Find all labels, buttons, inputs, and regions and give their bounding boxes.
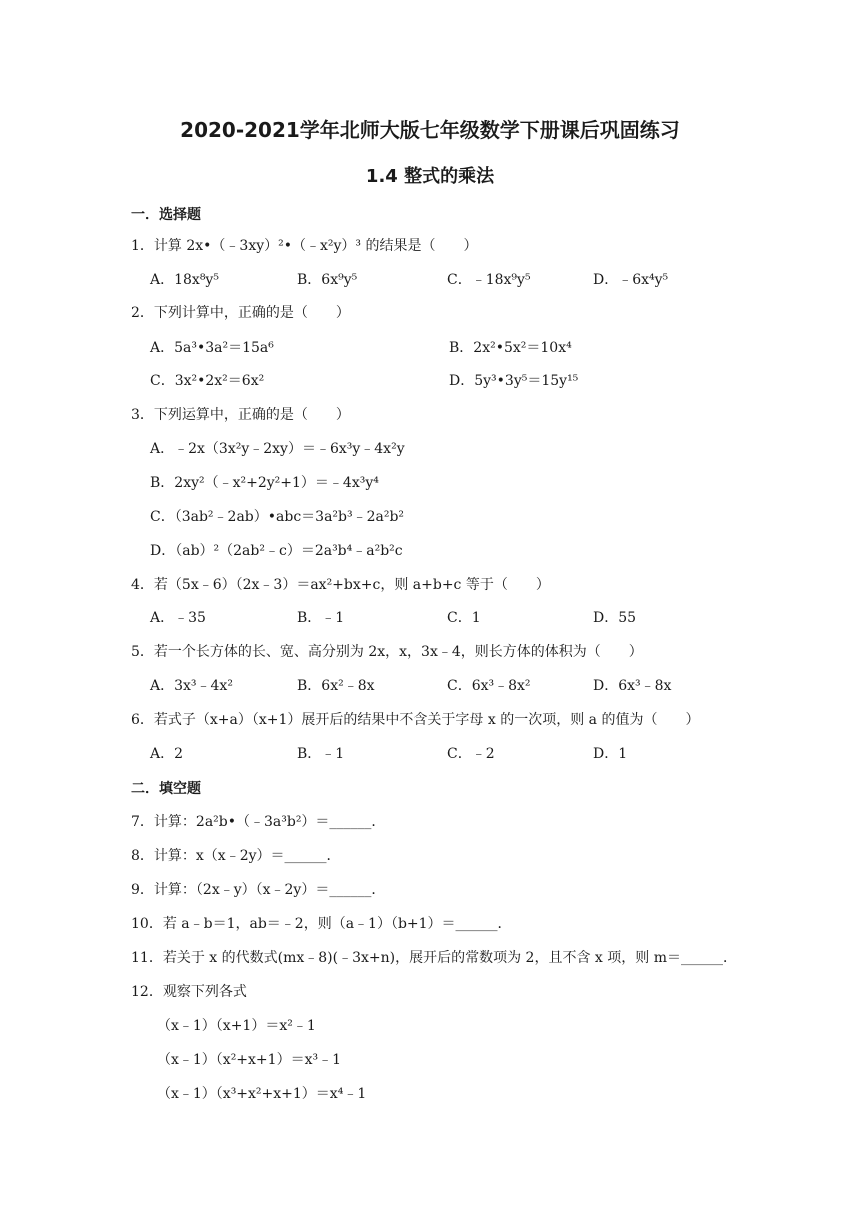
question-2-option-c: C．3x²•2x²＝6x²: [150, 373, 265, 389]
question-5-stem: 5．若一个长方体的长、宽、高分别为 2x，x，3x﹣4，则长方体的体积为（ ）: [131, 644, 643, 660]
question-4-option-c: C．1: [447, 610, 481, 626]
question-3-option-d: D．（ab）²（2ab²﹣c）＝2a³b⁴﹣a²b²c: [150, 543, 403, 559]
question-12-line-2: （x﹣1）（x²+x+1）＝x³﹣1: [157, 1052, 341, 1068]
question-10: 10．若 a﹣b＝1，ab＝﹣2，则（a﹣1）（b+1）＝______．: [131, 916, 512, 932]
question-1-option-b: B．6x⁹y⁵: [297, 272, 358, 288]
question-11: 11．若关于 x 的代数式(mx﹣8)(﹣3x+n)，展开后的常数项为 2，且不含 x 项，则 m＝______．: [131, 950, 737, 966]
question-6-option-a: A．2: [150, 746, 184, 762]
question-4-option-d: D．55: [593, 610, 637, 626]
question-4-option-a: A．﹣35: [150, 610, 206, 626]
question-1-option-d: D．﹣6x⁴y⁵: [593, 272, 669, 288]
question-4-stem: 4．若（5x﹣6）（2x﹣3）＝ax²+bx+c，则 a+b+c 等于（ ）: [131, 577, 550, 593]
section-choice-heading: 一．选择题: [131, 207, 201, 223]
question-6-stem: 6．若式子（x+a）（x+1）展开后的结果中不含关于字母 x 的一次项，则 a 的值为（ ）: [131, 712, 700, 728]
question-6-option-d: D．1: [593, 746, 628, 762]
question-2-option-d: D．5y³•3y⁵＝15y¹⁵: [449, 373, 579, 389]
question-12-line-3: （x﹣1）（x³+x²+x+1）＝x⁴﹣1: [157, 1086, 367, 1102]
question-12-stem: 12．观察下列各式: [131, 984, 247, 1000]
question-2-stem: 2．下列计算中，正确的是（ ）: [131, 305, 350, 321]
question-3-option-b: B．2xy²（﹣x²+2y²+1）＝﹣4x³y⁴: [150, 475, 379, 491]
question-9: 9．计算：（2x﹣y）（x﹣2y）＝______．: [131, 882, 386, 898]
question-2-option-a: A．5a³•3a²＝15a⁶: [150, 340, 274, 356]
question-12-line-1: （x﹣1）（x+1）＝x²﹣1: [157, 1018, 316, 1034]
question-5-option-d: D．6x³﹣8x: [593, 678, 672, 694]
question-1-option-c: C．﹣18x⁹y⁵: [447, 272, 531, 288]
question-5-option-b: B．6x²﹣8x: [297, 678, 375, 694]
question-6-option-c: C．﹣2: [447, 746, 495, 762]
question-5-option-a: A．3x³﹣4x²: [150, 678, 233, 694]
document-title: 2020-2021学年北师大版七年级数学下册课后巩固练习: [180, 118, 680, 142]
question-1-option-a: A．18x⁸y⁵: [150, 272, 219, 288]
question-1-stem: 1．计算 2x•（﹣3xy）²•（﹣x²y）³ 的结果是（ ）: [131, 238, 478, 254]
question-2-option-b: B．2x²•5x²＝10x⁴: [449, 340, 572, 356]
question-3-stem: 3．下列运算中，正确的是（ ）: [131, 407, 350, 423]
question-3-option-a: A．﹣2x（3x²y﹣2xy）＝﹣6x³y﹣4x²y: [150, 441, 405, 457]
section-fill-heading: 二．填空题: [131, 781, 201, 797]
question-7: 7．计算：2a²b•（﹣3a³b²）＝______．: [131, 814, 386, 830]
question-4-option-b: B．﹣1: [297, 610, 345, 626]
document-subtitle: 1.4 整式的乘法: [365, 166, 495, 187]
question-8: 8．计算：x（x﹣2y）＝______．: [131, 848, 341, 864]
question-5-option-c: C．6x³﹣8x²: [447, 678, 531, 694]
question-6-option-b: B．﹣1: [297, 746, 345, 762]
question-3-option-c: C．（3ab²﹣2ab）•abc＝3a²b³﹣2a²b²: [150, 509, 405, 525]
